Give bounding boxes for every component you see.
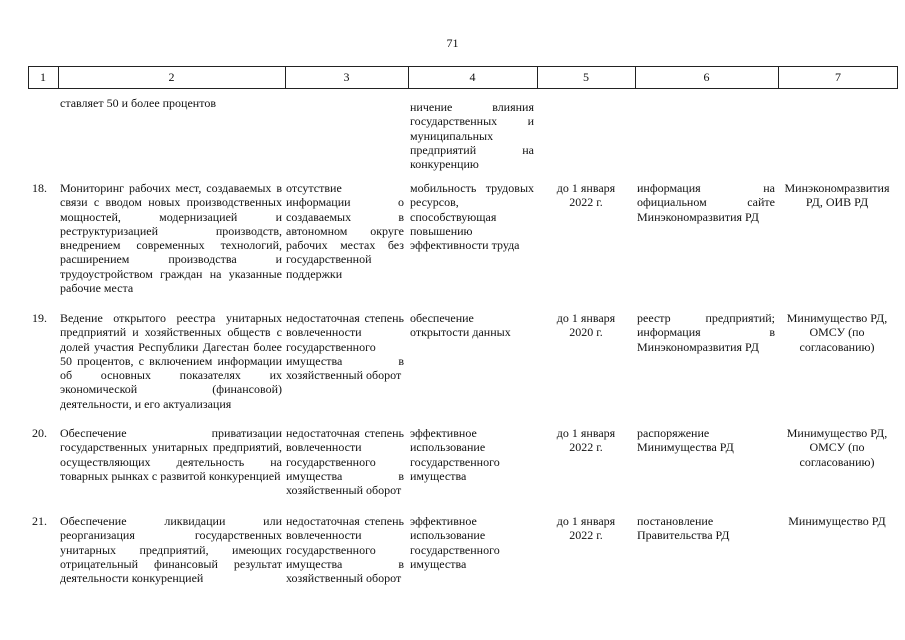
row-executor: Минимущество РД, ОМСУ (по согласованию): [786, 426, 888, 469]
header-col-7: 7: [835, 70, 841, 84]
row-number: 21.: [32, 514, 47, 528]
header-top-rule: [28, 66, 898, 67]
header-col-1: 1: [40, 70, 46, 84]
header-col-4: 4: [469, 70, 476, 84]
header-col-3: 3: [343, 70, 350, 84]
row-measure: Мониторинг рабочих мест, создаваемых в связи с вводом новых производственных мощностей, модернизацией и реструктуризацией производств, внедрением современных технологий, расширением производства и трудоустройством граждан на указанные рабочие места: [60, 181, 282, 296]
row-executor: Минимущество РД, ОМСУ (по согласованию): [786, 311, 888, 354]
header-col-5: 5: [583, 70, 589, 84]
row-measure: Обеспечение приватизации государственных унитарных предприятий, осуществляющих деятельность на товарных рынках с развитой конкуренцией: [60, 426, 282, 483]
row-result: мобильность трудовых ресурсов, способствующая повышению эффективности труда: [410, 181, 534, 253]
row-result: обеспечение открытости данных: [410, 311, 511, 340]
row-problem: недостаточная степень вовлеченности государственного имущества в хозяйственный оборот: [286, 514, 404, 586]
row-document: реестр предприятий; информация в Минэкономразвития РД: [637, 311, 775, 354]
continuation-text-col4: ничение влияния государственных и муниципальных предприятий на конкуренцию: [410, 100, 534, 172]
row-result: эффективное использование государственного имущества: [410, 426, 500, 483]
row-number: 19.: [32, 311, 47, 325]
page-number: 71: [446, 36, 459, 50]
row-measure: Обеспечение ликвидации или реорганизация государственных унитарных предприятий, имеющих отрицательный финансовый результат деятельности конкуренцией: [60, 514, 282, 586]
row-deadline: до 1 января 2022 г.: [556, 426, 616, 455]
header-col-6: 6: [703, 70, 710, 84]
header-bottom-rule: [28, 88, 898, 89]
header-col-2: 2: [168, 70, 175, 84]
row-problem: недостаточная степень вовлеченности государственного имущества в хозяйственный оборот: [286, 426, 404, 498]
row-document: информация на официальном сайте Минэкономразвития РД: [637, 181, 775, 224]
row-number: 20.: [32, 426, 47, 440]
row-problem: недостаточная степень вовлеченности государственного имущества в хозяйственный оборот: [286, 311, 404, 383]
row-document: распоряжение Минимущества РД: [637, 426, 734, 455]
row-result: эффективное использование государственного имущества: [410, 514, 500, 571]
row-executor: Минэкономразвития РД, ОИВ РД: [784, 181, 890, 210]
row-problem: отсутствие информации о создаваемых в автономном округе рабочих местах без государственной поддержки: [286, 181, 404, 281]
continuation-text-col2: ставляет 50 и более процентов: [60, 96, 216, 110]
row-executor: Минимущество РД: [788, 514, 886, 528]
row-number: 18.: [32, 181, 47, 195]
row-deadline: до 1 января 2022 г.: [556, 181, 616, 210]
row-deadline: до 1 января 2020 г.: [556, 311, 616, 340]
row-measure: Ведение открытого реестра унитарных предприятий и хозяйственных обществ с долей участия Республики Дагестан более 50 процентов, с включением информации об основных показателях их экономической (финансовой) деятельности, и его актуализация: [60, 311, 282, 411]
row-deadline: до 1 января 2022 г.: [556, 514, 616, 543]
row-document: постановление Правительства РД: [637, 514, 730, 543]
